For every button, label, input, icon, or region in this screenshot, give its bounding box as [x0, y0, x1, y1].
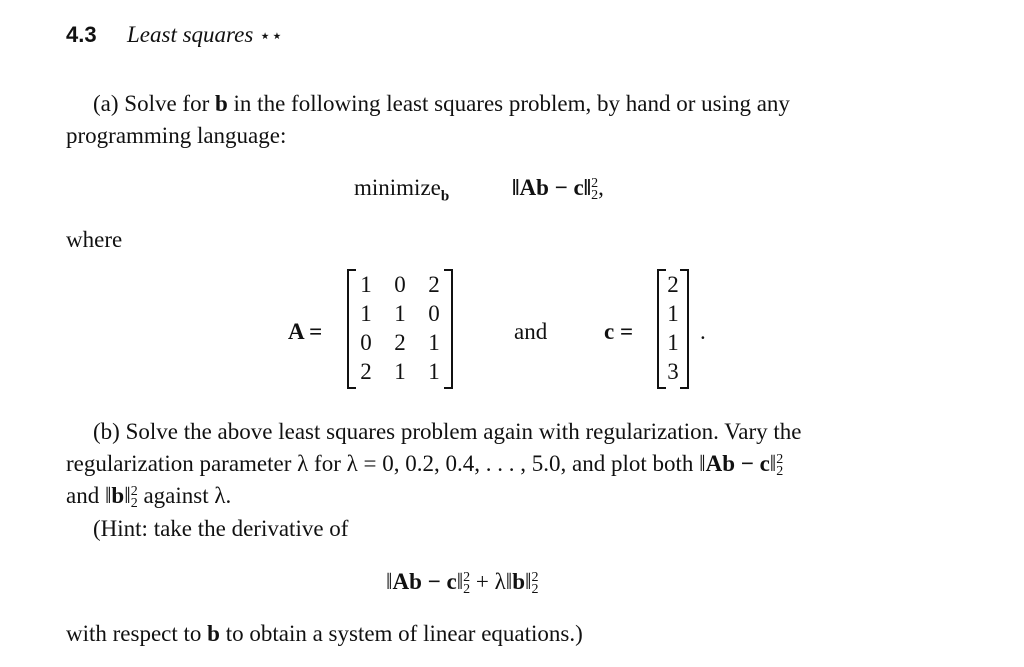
matrix-a — [347, 269, 453, 389]
sup-2: 2 — [776, 452, 784, 467]
vector-c-period: . — [700, 319, 706, 344]
norm-sub: 2 — [591, 188, 599, 203]
matrix-a-cell: 0 — [428, 301, 440, 326]
objective-norm — [512, 172, 604, 203]
norm-comma: , — [598, 175, 604, 200]
matrix-a-cell: 0 — [394, 272, 406, 297]
var-b: b — [207, 621, 220, 646]
where-word: where — [66, 227, 123, 252]
vector-c — [657, 269, 689, 389]
section-title — [127, 22, 283, 48]
norm-sup: 2 — [591, 176, 599, 191]
matrix-a-cell: 1 — [394, 359, 406, 384]
part-b-line-2-text: regularization parameter λ for λ = 0, 0.2, 0.4, . . . , 5.0, and plot both ‖ — [66, 451, 706, 476]
norm-bar: ‖ — [386, 569, 393, 594]
matrix-a-cell: 2 — [428, 272, 440, 297]
part-a-line-2: programming language: — [66, 123, 287, 148]
matrix-a-cell: 2 — [360, 359, 372, 384]
closing-text-rest: to obtain a system of linear equations.) — [225, 621, 583, 646]
matrix-a-cell: 1 — [428, 330, 440, 355]
part-b-line-1: (b) Solve the above least squares problem again with regularization. Vary the — [93, 419, 802, 444]
var-b: b — [512, 569, 526, 594]
difficulty-stars: ⋆⋆ — [259, 26, 283, 47]
part-a-line-1 — [93, 88, 790, 119]
minimize-word: minimize — [354, 175, 441, 200]
residual-scripts — [776, 454, 783, 478]
matrix-a-cell: 1 — [428, 359, 440, 384]
vector-c-label — [604, 316, 633, 347]
against-lambda: against λ. — [137, 483, 232, 508]
sub-2: 2 — [776, 464, 784, 479]
matrix-a-cell: 1 — [394, 301, 406, 326]
section-title-text: Least squares — [127, 22, 254, 47]
vector-c-cell: 3 — [667, 359, 679, 384]
sub-2: 2 — [463, 582, 471, 597]
sup-2: 2 — [130, 484, 138, 499]
sub-2: 2 — [531, 582, 539, 597]
var-b: b — [111, 483, 125, 508]
part-a-text-rest: in the following least squares problem, by hand or using any — [233, 91, 790, 116]
minimize-subscript: b — [440, 188, 450, 205]
sub-2: 2 — [130, 496, 138, 511]
vector-c-label-text: c = — [604, 319, 634, 344]
and-word: and — [514, 319, 548, 344]
regularized-objective — [386, 566, 539, 597]
residual-expr: Ab − c — [392, 569, 457, 594]
section-number: 4.3 — [66, 22, 97, 47]
closing-line — [66, 618, 583, 649]
matrix-a-label — [288, 316, 322, 347]
sup-2: 2 — [531, 570, 539, 585]
vector-c-cell: 1 — [667, 301, 679, 326]
matrix-a-cell: 1 — [360, 272, 372, 297]
norm-bar: ‖ — [525, 569, 532, 594]
norm-expression: ‖Ab − c‖ — [512, 175, 592, 200]
part-b-line-2 — [66, 448, 783, 479]
objective-minimize — [354, 172, 449, 203]
var-b: b — [215, 91, 228, 116]
closing-text: with respect to — [66, 621, 202, 646]
part-b-line-3-text: and ‖ — [66, 483, 112, 508]
sup-2: 2 — [463, 570, 471, 585]
norm-bar: ‖ — [769, 451, 777, 476]
matrix-a-label-text: A = — [288, 319, 323, 344]
matrix-a-cell: 2 — [394, 330, 406, 355]
residual-expr: Ab − c — [705, 451, 770, 476]
norm-bar: ‖ — [456, 569, 464, 594]
vector-c-cell: 1 — [667, 330, 679, 355]
norm-bar: ‖ — [124, 483, 131, 508]
matrix-a-cell: 0 — [360, 330, 372, 355]
vector-c-cell: 2 — [667, 272, 679, 297]
b-norm-scripts — [532, 572, 539, 596]
part-b-line-3 — [66, 480, 231, 511]
hint-line: (Hint: take the derivative of — [93, 516, 349, 541]
plus-lambda: + λ‖ — [470, 569, 513, 594]
b-norm-scripts — [131, 486, 138, 510]
matrix-a-cell: 1 — [360, 301, 372, 326]
part-a-text: (a) Solve for — [93, 91, 210, 116]
